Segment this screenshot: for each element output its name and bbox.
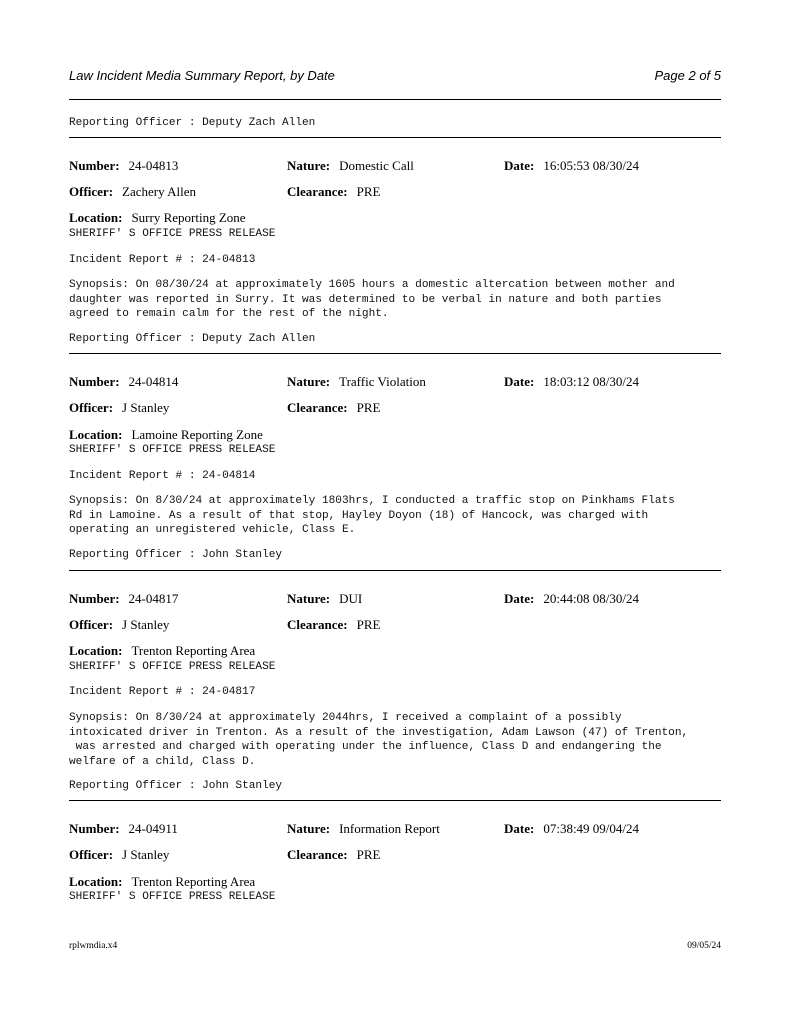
- date-value: 07:38:49 09/04/24: [543, 821, 640, 836]
- nature-value: DUI: [339, 591, 363, 606]
- nature-label: Nature:: [287, 821, 331, 836]
- date-label: Date:: [504, 591, 535, 606]
- location-label: Location:: [69, 427, 123, 442]
- incident-officer: [69, 184, 196, 200]
- press-release-line: SHERIFF' S OFFICE PRESS RELEASE: [69, 661, 276, 673]
- nature-value: Domestic Call: [339, 158, 414, 173]
- clearance-value: PRE: [356, 847, 381, 862]
- clearance-value: PRE: [356, 400, 381, 415]
- number-value: 24-04911: [128, 821, 178, 836]
- incident-nature: [287, 591, 362, 607]
- officer-value: Zachery Allen: [122, 184, 197, 199]
- clearance-label: Clearance:: [287, 400, 348, 415]
- divider: [69, 353, 721, 354]
- press-release-line: SHERIFF' S OFFICE PRESS RELEASE: [69, 444, 276, 456]
- officer-value: J Stanley: [122, 617, 170, 632]
- incident-officer: [69, 617, 169, 633]
- reporting-officer: Reporting Officer : Deputy Zach Allen: [69, 117, 316, 129]
- clearance-label: Clearance:: [287, 184, 348, 199]
- location-label: Location:: [69, 210, 123, 225]
- clearance-value: PRE: [356, 184, 381, 199]
- reporting-officer: Reporting Officer : Deputy Zach Allen: [69, 333, 316, 345]
- incident-location: [69, 874, 255, 890]
- clearance-label: Clearance:: [287, 617, 348, 632]
- officer-label: Officer:: [69, 617, 114, 632]
- synopsis: Synopsis: On 08/30/24 at approximately 1605 hours a domestic altercation between mother and daughter was reported in Surry. It was determined to be verbal in nature and both parties agreed to remain calm for the rest of the night.: [69, 279, 675, 320]
- synopsis: Synopsis: On 8/30/24 at approximately 2044hrs, I received a complaint of a possibly intoxicated driver in Trenton. As a result of the investigation, Adam Lawson (47) of Trenton, was arrested and charged with operating under the influence, Class D and endangering the welfare of a child, Class D.: [69, 712, 689, 768]
- divider: [69, 800, 721, 801]
- nature-label: Nature:: [287, 591, 331, 606]
- footer-print-date: 09/05/24: [687, 941, 721, 951]
- nature-value: Information Report: [339, 821, 440, 836]
- date-label: Date:: [504, 158, 535, 173]
- reporting-officer: Reporting Officer : John Stanley: [69, 549, 283, 561]
- reporting-officer: Reporting Officer : John Stanley: [69, 780, 283, 792]
- report-header: [69, 68, 721, 88]
- incident-number: [69, 591, 178, 607]
- press-release-line: SHERIFF' S OFFICE PRESS RELEASE: [69, 891, 276, 903]
- incident-number: [69, 821, 178, 837]
- incident-officer: [69, 847, 169, 863]
- officer-label: Officer:: [69, 184, 114, 199]
- incident-number: [69, 374, 178, 390]
- date-value: 18:03:12 08/30/24: [543, 374, 640, 389]
- officer-value: J Stanley: [122, 847, 170, 862]
- incident-number: [69, 158, 178, 174]
- incident-report-line: Incident Report # : 24-04813: [69, 254, 256, 266]
- officer-label: Officer:: [69, 847, 114, 862]
- footer-report-code: rplwmdia.x4: [69, 941, 118, 951]
- date-value: 20:44:08 08/30/24: [543, 591, 640, 606]
- location-value: Trenton Reporting Area: [131, 874, 256, 889]
- location-label: Location:: [69, 643, 123, 658]
- location-label: Location:: [69, 874, 123, 889]
- incident-date: [504, 374, 639, 390]
- incident-date: [504, 821, 639, 837]
- incident-nature: [287, 158, 414, 174]
- incident-nature: [287, 821, 440, 837]
- incident-clearance: [287, 617, 380, 633]
- location-value: Surry Reporting Zone: [131, 210, 246, 225]
- divider: [69, 570, 721, 571]
- incident-clearance: [287, 400, 380, 416]
- divider: [69, 99, 721, 100]
- incident-location: [69, 210, 246, 226]
- location-value: Lamoine Reporting Zone: [131, 427, 263, 442]
- press-release-line: SHERIFF' S OFFICE PRESS RELEASE: [69, 228, 276, 240]
- number-label: Number:: [69, 158, 120, 173]
- report-title: Law Incident Media Summary Report, by Date: [69, 68, 335, 83]
- number-value: 24-04813: [128, 158, 179, 173]
- number-value: 24-04817: [128, 591, 179, 606]
- incident-clearance: [287, 184, 380, 200]
- date-label: Date:: [504, 374, 535, 389]
- clearance-value: PRE: [356, 617, 381, 632]
- divider: [69, 137, 721, 138]
- incident-location: [69, 643, 255, 659]
- nature-label: Nature:: [287, 374, 331, 389]
- number-label: Number:: [69, 374, 120, 389]
- officer-label: Officer:: [69, 400, 114, 415]
- nature-label: Nature:: [287, 158, 331, 173]
- location-value: Trenton Reporting Area: [131, 643, 256, 658]
- incident-nature: [287, 374, 426, 390]
- date-label: Date:: [504, 821, 535, 836]
- incident-location: [69, 427, 263, 443]
- incident-report-line: Incident Report # : 24-04814: [69, 470, 256, 482]
- number-value: 24-04814: [128, 374, 179, 389]
- nature-value: Traffic Violation: [339, 374, 426, 389]
- date-value: 16:05:53 08/30/24: [543, 158, 640, 173]
- number-label: Number:: [69, 821, 120, 836]
- incident-date: [504, 158, 639, 174]
- synopsis: Synopsis: On 8/30/24 at approximately 1803hrs, I conducted a traffic stop on Pinkhams Flats Rd in Lamoine. As a result of that stop, Hayley Doyon (18) of Hancock, was charged with operating an unregistered vehicle, Class E.: [69, 495, 675, 536]
- incident-report-line: Incident Report # : 24-04817: [69, 686, 256, 698]
- number-label: Number:: [69, 591, 120, 606]
- incident-clearance: [287, 847, 380, 863]
- clearance-label: Clearance:: [287, 847, 348, 862]
- incident-officer: [69, 400, 169, 416]
- officer-value: J Stanley: [122, 400, 170, 415]
- incident-date: [504, 591, 639, 607]
- page-indicator: Page 2 of 5: [654, 68, 721, 83]
